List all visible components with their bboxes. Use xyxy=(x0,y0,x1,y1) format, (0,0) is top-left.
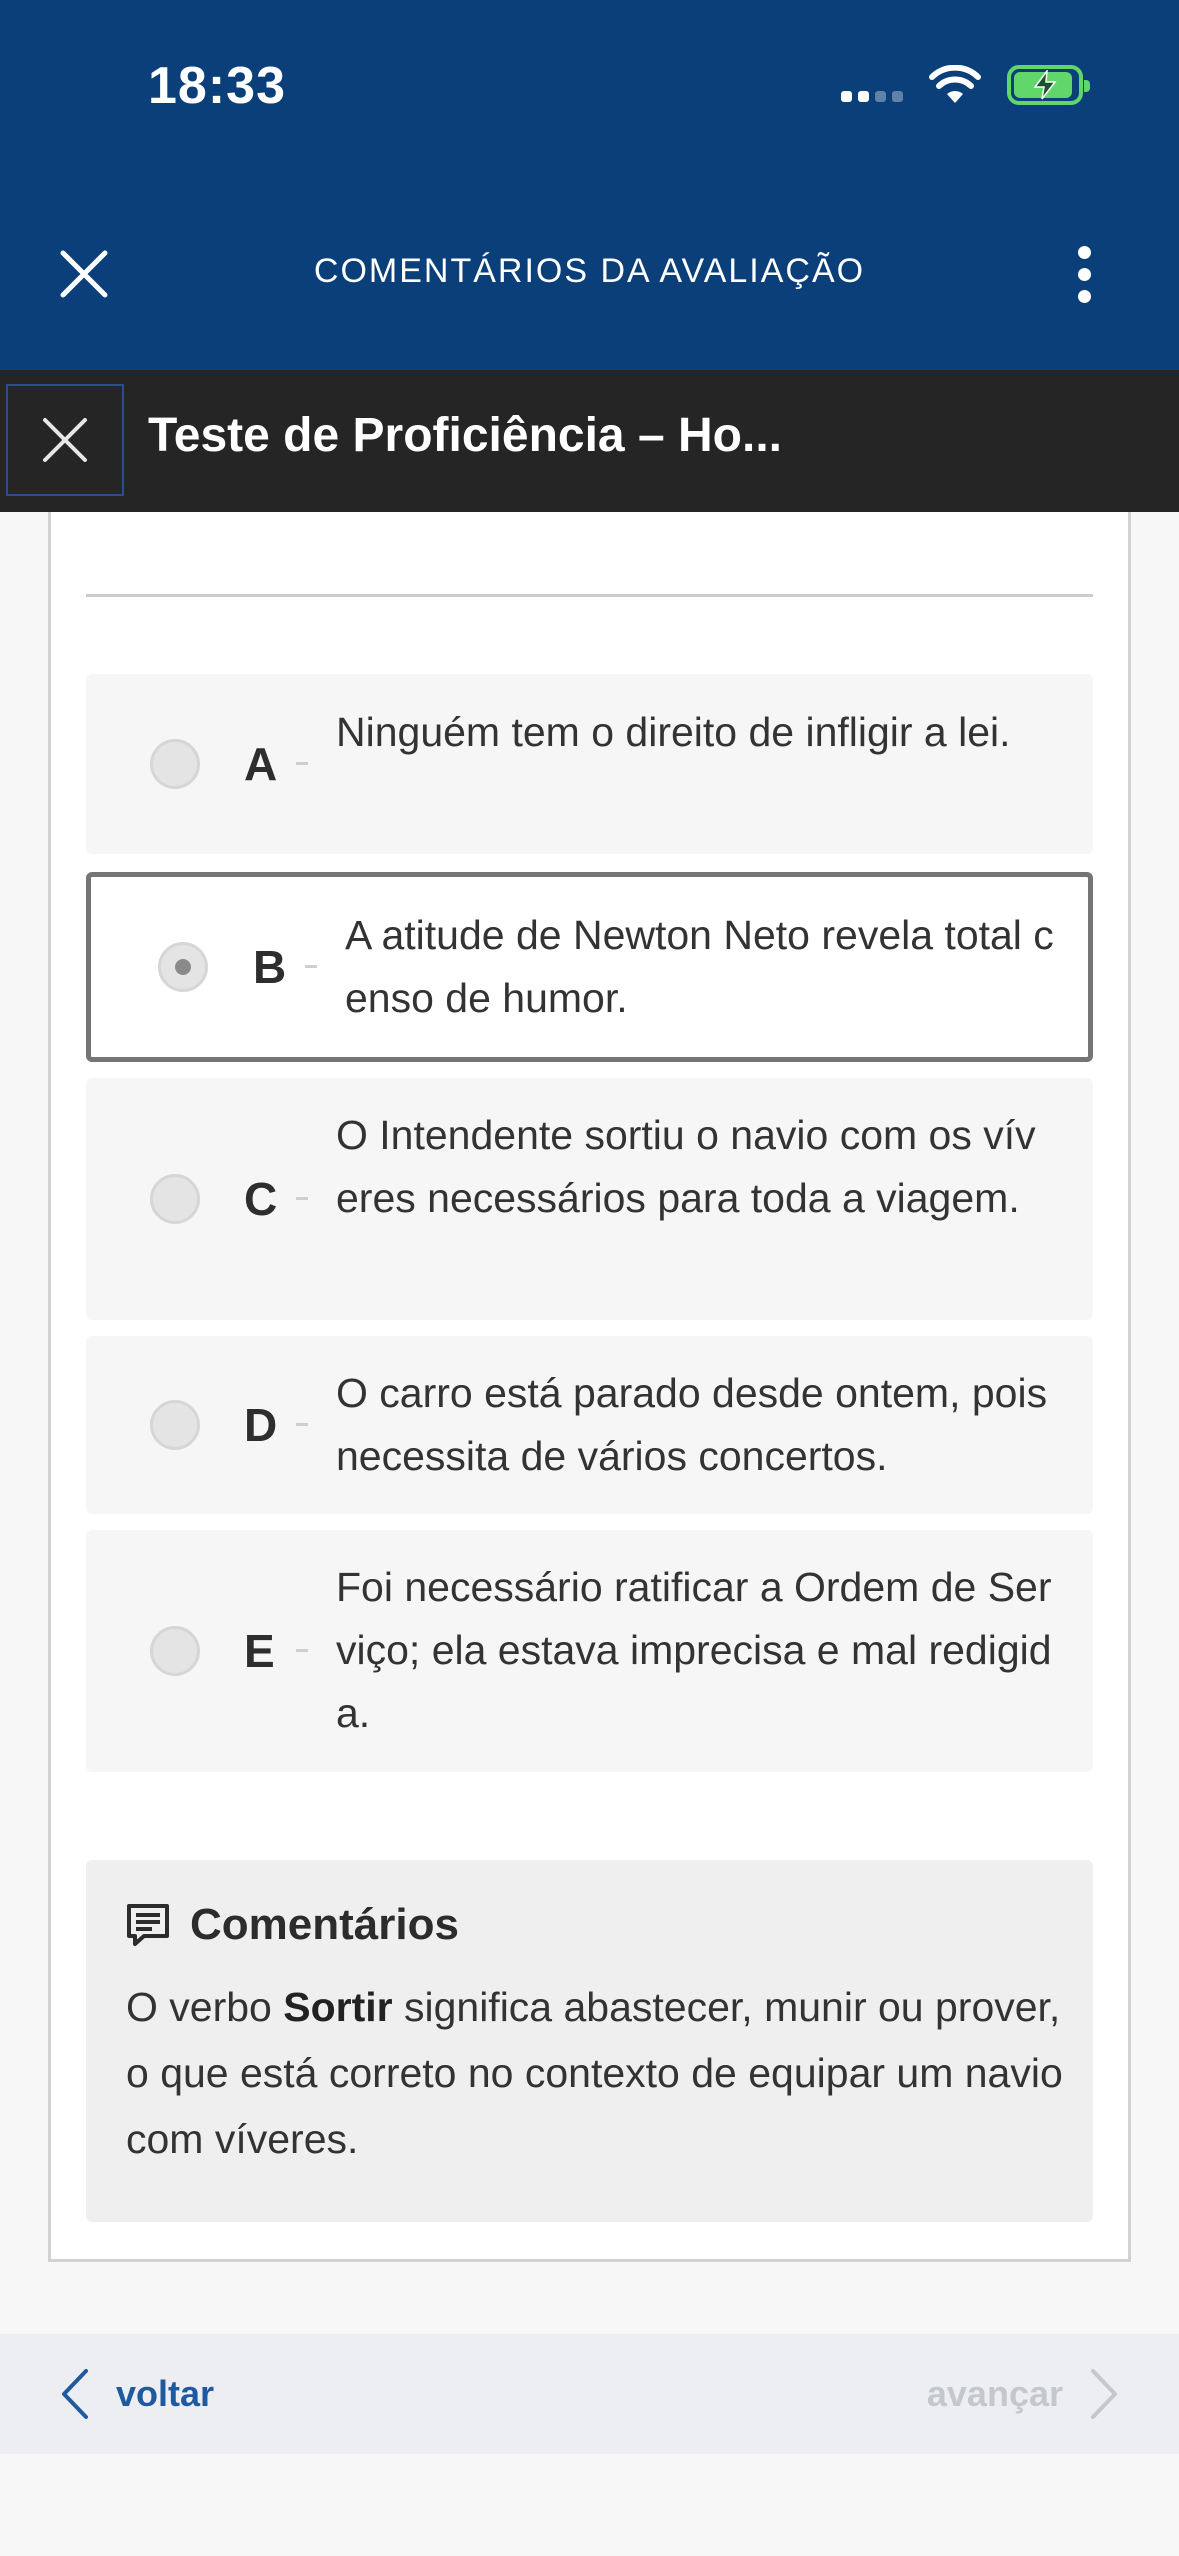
option-letter: B xyxy=(253,941,287,993)
comments-title: Comentários xyxy=(190,1900,459,1949)
option-b[interactable] xyxy=(86,872,1093,1062)
comments-text xyxy=(126,1974,1066,2172)
separator xyxy=(296,762,308,765)
separator xyxy=(296,1197,308,1200)
option-text: O carro está parado desde ontem, pois necessita de vários concertos. xyxy=(336,1370,1048,1479)
separator xyxy=(305,965,317,968)
next-label: avançar xyxy=(926,2373,1063,2414)
comments-text-before: O verbo xyxy=(126,1984,284,2030)
option-c[interactable] xyxy=(86,1078,1093,1320)
separator xyxy=(296,1649,308,1652)
option-d[interactable] xyxy=(86,1336,1093,1514)
option-text: O Intendente sortiu o navio com os víveres necessários para toda a viagem. xyxy=(336,1112,1036,1221)
bottom-safe-area xyxy=(0,2454,1179,2556)
radio-button[interactable] xyxy=(150,1174,200,1224)
wifi-icon xyxy=(929,65,981,105)
option-text: Ninguém tem o direito de infligir a lei. xyxy=(336,709,1011,755)
radio-button[interactable] xyxy=(158,942,208,992)
back-label: voltar xyxy=(116,2373,215,2414)
chevron-right-icon xyxy=(1089,2368,1119,2420)
signal-icon xyxy=(841,68,903,102)
comments-text-bold: Sortir xyxy=(283,1984,393,2030)
option-text: Foi necessário ratificar a Ordem de Serviço; ela estava imprecisa e mal redigida. xyxy=(336,1564,1052,1736)
comment-icon xyxy=(124,1901,172,1949)
option-a[interactable] xyxy=(86,674,1093,854)
radio-button[interactable] xyxy=(150,1626,200,1676)
assessment-title: Teste de Proficiência – Ho... xyxy=(148,409,782,462)
divider xyxy=(86,594,1093,597)
app-header xyxy=(0,0,1179,370)
page-title: COMENTÁRIOS DA AVALIAÇÃO xyxy=(313,252,866,290)
separator xyxy=(296,1423,308,1426)
bottom-navigation xyxy=(0,2334,1179,2454)
option-letter: A xyxy=(244,738,278,790)
close-icon xyxy=(40,415,90,465)
option-letter: E xyxy=(244,1625,275,1677)
more-options-button[interactable] xyxy=(1059,240,1109,308)
radio-button[interactable] xyxy=(150,739,200,789)
comments-header xyxy=(124,1900,459,1950)
status-icons xyxy=(841,60,1083,110)
status-time: 18:33 xyxy=(148,57,286,115)
comments-box xyxy=(86,1860,1093,2222)
more-vertical-icon xyxy=(1078,246,1091,259)
option-e[interactable] xyxy=(86,1530,1093,1772)
option-letter: D xyxy=(244,1399,278,1451)
close-assessment-button[interactable] xyxy=(6,384,124,496)
radio-button[interactable] xyxy=(150,1400,200,1450)
comments-text-after: significa abastecer, munir ou prover, o que está correto no contexto de equipar um navio com víveres. xyxy=(126,1984,1063,2162)
back-button[interactable] xyxy=(60,2364,214,2424)
assessment-bar xyxy=(0,370,1179,512)
option-letter: C xyxy=(244,1173,278,1225)
next-button[interactable] xyxy=(927,2364,1119,2424)
battery-charging-icon xyxy=(1007,65,1083,105)
chevron-left-icon xyxy=(60,2368,90,2420)
option-text: A atitude de Newton Neto revela total censo de humor. xyxy=(345,912,1054,1021)
